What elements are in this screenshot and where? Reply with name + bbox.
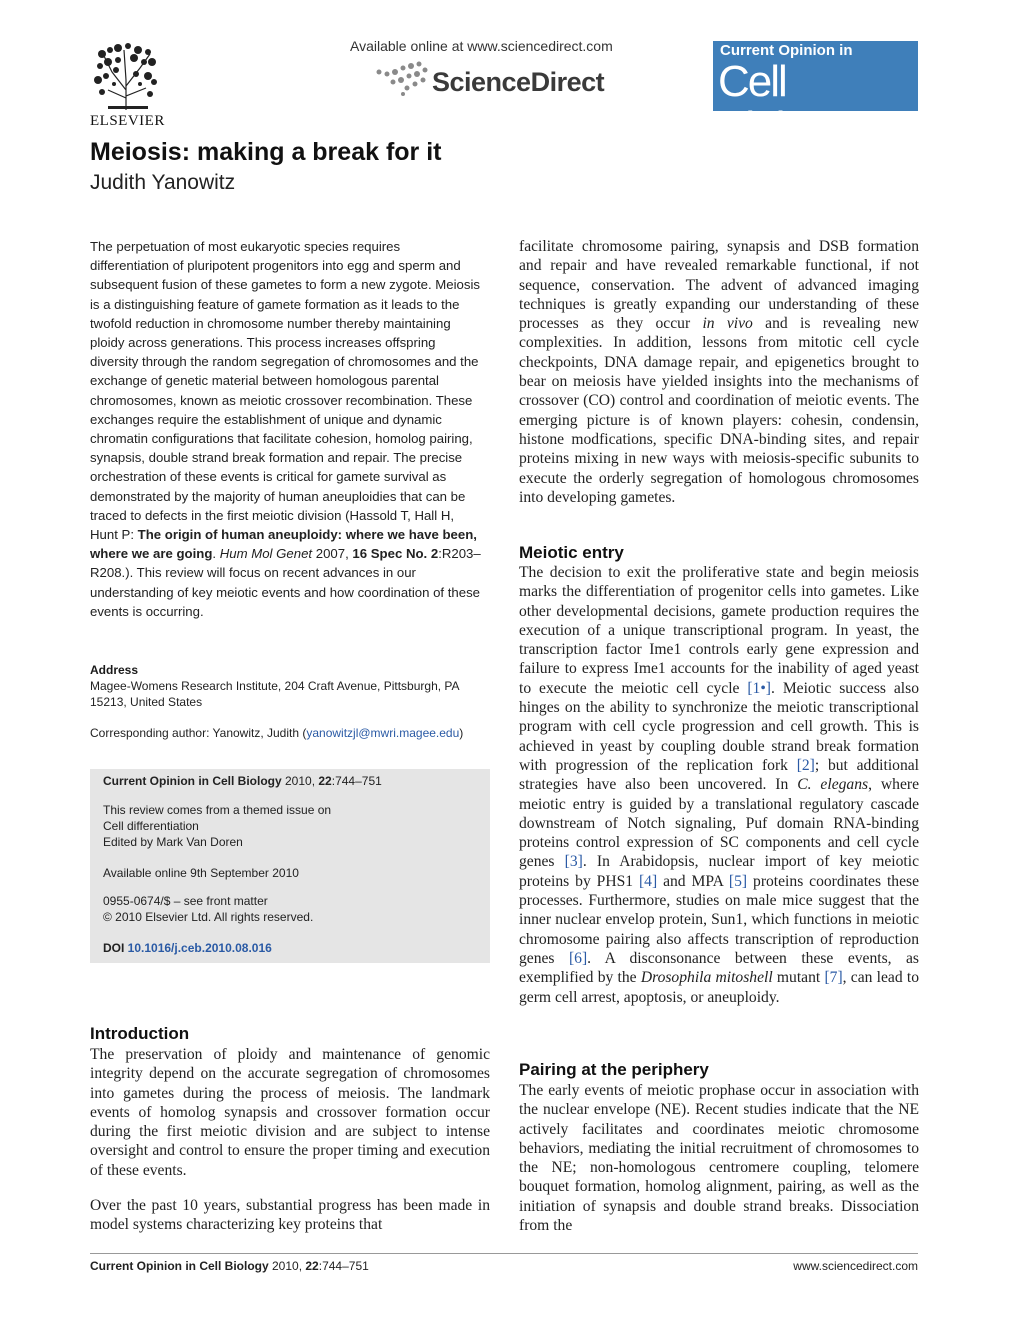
reference-link-2[interactable]: [2] <box>796 756 815 774</box>
info-available-date: Available online 9th September 2010 <box>103 866 299 880</box>
footer-journal-citation <box>90 1259 369 1273</box>
info-issn: 0955-0674/$ – see front matter <box>103 894 268 908</box>
abstract-cite-sep: . <box>212 546 220 562</box>
abstract-cite-journal: Hum Mol Genet <box>219 546 313 562</box>
corresponding-suffix: ) <box>459 726 464 740</box>
entry-text-i: mutant <box>772 969 825 987</box>
introduction-paragraph-1: The preservation of ploidy and maintenance of genomic integrity depend on the accurate segregation of chromosomes into gametes during the process of meiosis. The landmark events of homolog synapsis and crossover formation occur during the first meiotic division and are subject to intense oversight and control to ensure the proper timing and execution of these events. <box>90 1046 490 1179</box>
entry-text-b: . Meiotic success also hinges on the ability to synchronize the meiotic transcriptional program with cell cycle progression and cell growth. This is achieved in yeast by coupling double strand break formation with progression of the replication fork <box>519 679 919 774</box>
entry-text-h: . A disconsonance between these events, as exemplified by the <box>519 949 919 987</box>
journal-logo-line1: Current Opinion in <box>720 42 853 59</box>
article-title: Meiosis: making a break for it <box>90 138 442 166</box>
journal-logo-line2: Cell Biology <box>718 57 849 152</box>
info-doi-link[interactable]: 10.1016/j.ceb.2010.08.016 <box>127 941 272 955</box>
available-online-text: Available online at www.sciencedirect.com <box>350 38 613 54</box>
introduction-heading: Introduction <box>90 1024 190 1043</box>
meiotic-entry-paragraph <box>519 563 919 1007</box>
continuation-paragraph <box>519 237 919 507</box>
meiotic-entry-heading: Meiotic entry <box>519 543 624 562</box>
address-heading: Address <box>90 663 139 677</box>
pairing-periphery-heading: Pairing at the periphery <box>519 1060 709 1079</box>
info-journal-pages: :744–751 <box>331 774 382 788</box>
address-text: Magee-Womens Research Institute, 204 Craft Avenue, Pittsburgh, PA 15213, United States <box>90 679 459 709</box>
info-theme-line2: Cell differentiation <box>103 818 199 833</box>
reference-link-4[interactable]: [4] <box>638 872 658 890</box>
abstract-cite-title: The origin of human aneuploidy: where we have been, where we are going <box>90 527 477 562</box>
entry-text-f: and MPA <box>657 872 729 890</box>
info-theme-line3: Edited by Mark Van Doren <box>103 834 243 849</box>
reference-link-1[interactable]: [1•] <box>747 679 772 697</box>
info-doi-label: DOI <box>103 941 128 955</box>
journal-logo <box>713 41 918 152</box>
sciencedirect-logo-text: ScienceDirect <box>432 67 605 97</box>
footer-pages: :744–751 <box>318 1259 369 1273</box>
entry-text-a: The decision to exit the proliferative state and begin meiosis marks the differentiation of progenitor cells into gametes. Like other developmental decisions, gamete production requires the execution of a unique transcriptional program. In yeast, the transcription factor Ime1 controls early gene expression and failure to express Ime1 accounts for the inability of aged yeast to execute the meiotic cell cycle <box>519 564 919 697</box>
article-info-box <box>90 769 490 963</box>
reference-link-5[interactable]: [5] <box>728 872 748 890</box>
continuation-in-vivo: in vivo <box>702 315 753 333</box>
entry-text-c: ; but additional strategies have also been uncovered. In <box>519 756 919 794</box>
info-journal-citation <box>103 774 382 788</box>
continuation-text-b: and is revealing new complexities. In addition, lessons from mitotic cell cycle checkpoints, DNA damage repair, and epigenetics brought to bear on meiosis have yielded insights into the mechanisms of crossover (CO) control and coordination of meiotic events. The emerging picture is of known players: cohesin, condensin, histone modfications, specific DNA-binding sites, and repair proteins mixing in new ways with meiosis-specific subunits to execute the orderly segregation of homologous chromosomes into developing gametes. <box>519 315 919 506</box>
info-doi <box>103 941 272 955</box>
info-copyright: © 2010 Elsevier Ltd. All rights reserved. <box>103 909 314 924</box>
abstract <box>90 237 482 621</box>
info-journal-name: Current Opinion in Cell Biology <box>103 774 282 788</box>
entry-text-d: , where meiotic entry is guided by a translational regulatory cascade downstream of Notch signaling, Puf domain RNA-binding proteins control expression of SC components and cell cycle genes <box>519 776 919 871</box>
right-column-continuation <box>519 237 919 507</box>
corresponding-author <box>90 726 490 740</box>
footer-divider <box>90 1253 918 1254</box>
info-journal-volume: 22 <box>318 774 332 788</box>
entry-text-g: proteins coordinates these processes. Furthermore, studies on male mice suggest that the inner nuclear envelop protein, Sun1, which functions in meiotic chromosome pairing also affects transcription of reproduction genes <box>519 872 919 967</box>
entry-text-j: , can lead to germ cell arrest, apoptosis, or aneuploidy. <box>519 969 919 1006</box>
corresponding-email-link[interactable]: yanowitzjl@mwri.magee.edu <box>306 726 460 740</box>
abstract-cite-pages: :R203–R208.). This review will focus on recent advances in our understanding of key meiotic events and how coordination of these events is occurring. <box>90 546 481 619</box>
entry-drosophila: Drosophila mitoshell <box>640 969 773 987</box>
continuation-text-a: facilitate chromosome pairing, synapsis and DSB formation and repair and have revealed remarkable functional, if not sequence, conservation. The advent of advanced imaging techniques is greatly expanding our understanding of these processes as they occur <box>519 238 919 333</box>
article-author: Judith Yanowitz <box>90 171 236 194</box>
reference-link-6[interactable]: [6] <box>568 949 588 967</box>
abstract-cite-year: 2007, <box>312 546 353 562</box>
reference-link-7[interactable]: [7] <box>824 969 843 987</box>
reference-link-3[interactable]: [3] <box>564 853 583 871</box>
publisher-name: ELSEVIER <box>90 113 165 129</box>
pairing-periphery-body <box>519 1081 919 1235</box>
info-theme-line1: This review comes from a themed issue on <box>103 803 332 817</box>
entry-text-e: . In Arabidopsis, nuclear import of key meiotic proteins by PHS1 <box>519 853 919 890</box>
footer-journal-name: Current Opinion in Cell Biology <box>90 1259 269 1273</box>
footer-url-link[interactable]: www.sciencedirect.com <box>793 1259 918 1273</box>
entry-c-elegans: C. elegans <box>797 776 869 794</box>
info-journal-year: 2010, <box>281 774 319 788</box>
meiotic-entry-body <box>519 563 919 1007</box>
introduction-paragraph-2: Over the past 10 years, substantial progress has been made in model systems characterizing key proteins that <box>90 1197 490 1234</box>
pairing-periphery-paragraph: The early events of meiotic prophase occur in association with the nuclear envelope (NE). Recent studies indicate that the NE actively facilitates and coordinates meiotic chromosome behaviors, mediating the initial recruitment of chromosomes to the NE; non-homologous centromere coupling, telomere bouquet formation, homolog alignment, pairing, as well as the initiation of synapsis and double strand breaks. Dissociation from the <box>519 1082 919 1235</box>
footer-volume: 22 <box>305 1259 319 1273</box>
info-issn-copyright <box>103 894 313 926</box>
abstract-cite-volume: 16 Spec No. 2 <box>352 546 439 562</box>
introduction-body <box>90 1045 490 1235</box>
info-theme <box>103 803 331 850</box>
footer-year: 2010, <box>268 1259 306 1273</box>
abstract-text: The perpetuation of most eukaryotic species requires differentiation of pluripotent progenitors into egg and sperm and subsequent fusion of these gametes to form a new zygote. Meiosis is a distinguishing feature of gamete formation as it leads to the twofold reduction in chromosome number thereby maintaining ploidy across generations. This process increases offspring diversity through the random segregation of chromosomes and the exchange of genetic material between homologous parental chromosomes, known as meiotic crossover recombination. These exchanges require the establishment of unique and dynamic chromatin configurations that facilitate cohesion, homolog pairing, synapsis, double strand break formation and repair. The precise orchestration of these events is critical for gamete survival as demonstrated by the majority of human aneuploidies that can be traced to defects in the first meiotic division (Hassold T, Hall H, Hunt P: <box>90 239 480 543</box>
corresponding-prefix: Corresponding author: Yanowitz, Judith ( <box>90 726 307 740</box>
